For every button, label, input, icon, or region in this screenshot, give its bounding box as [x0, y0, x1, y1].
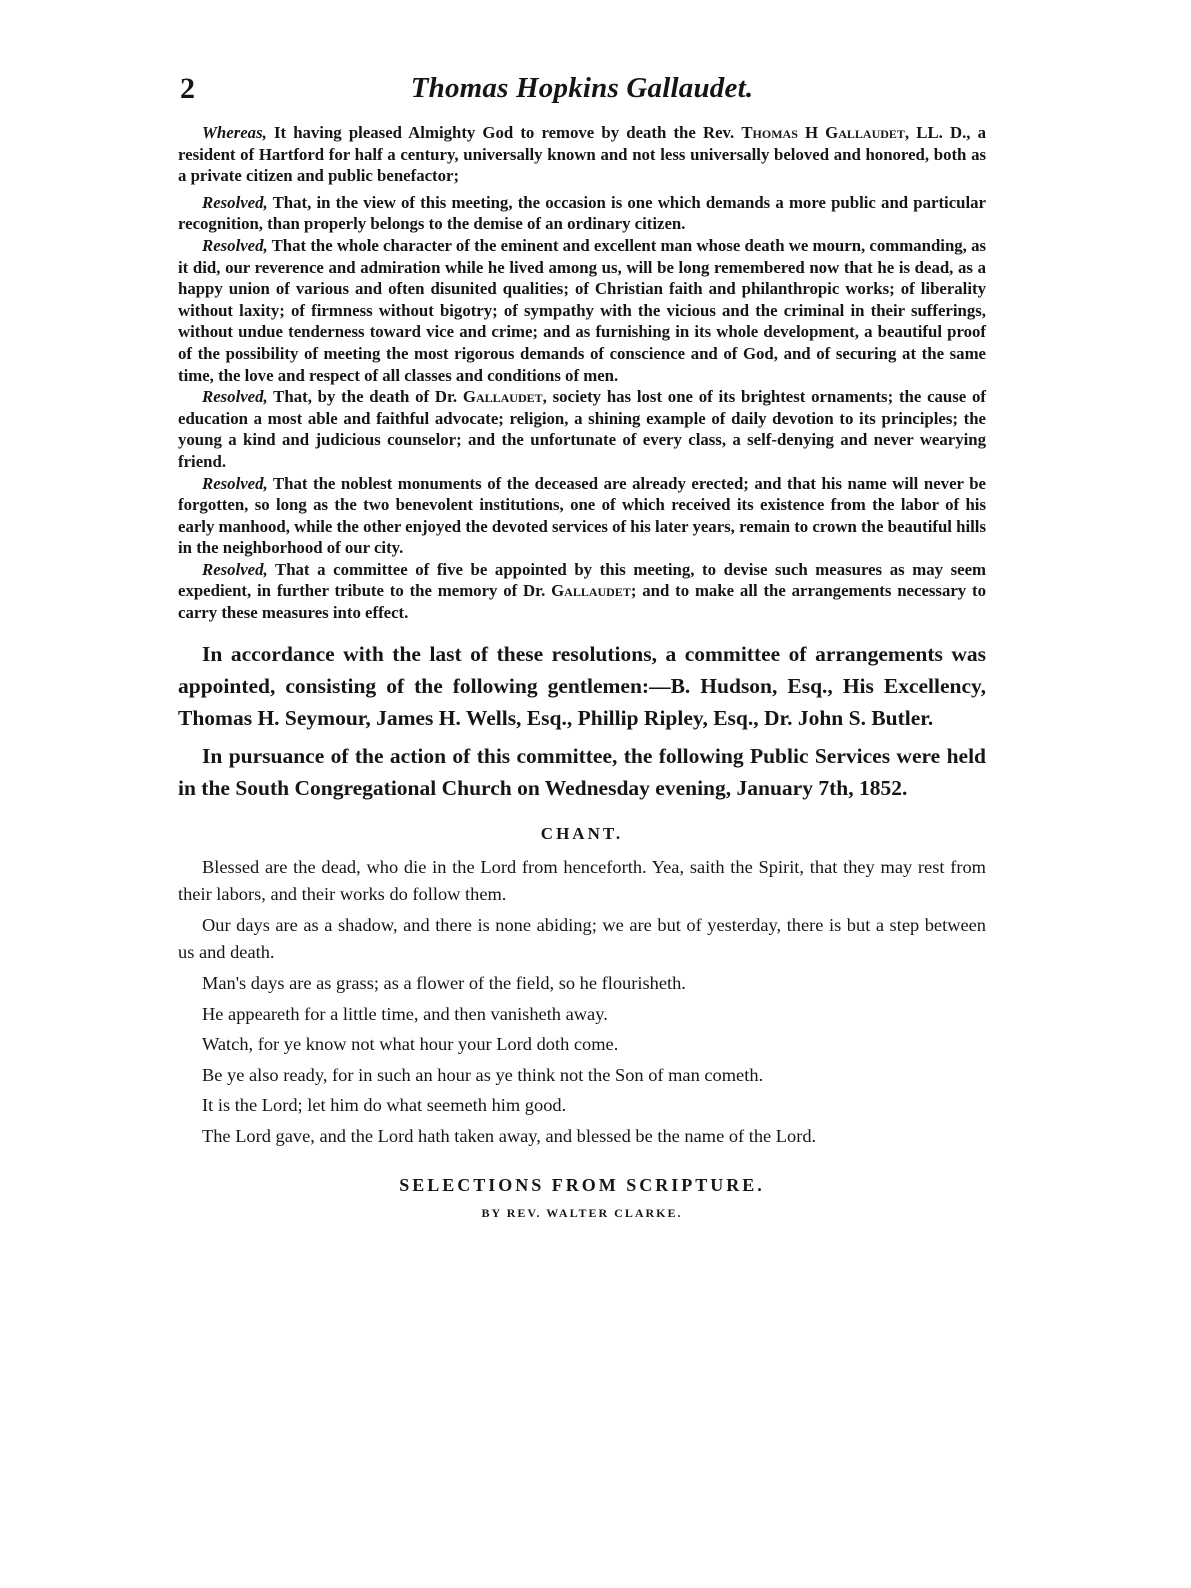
chant-verse: Blessed are the dead, who die in the Lord from henceforth. Yea, saith the Spirit, that they may rest from their labors, and their works do follow them. [178, 856, 986, 905]
page-header [178, 70, 986, 122]
running-title: Thomas Hopkins Gallaudet. [410, 72, 754, 104]
resolution-text: , LL. D., a resident of Hartford for half a century, universally known and not less universally beloved and honored, both as a private citizen and public benefactor; [178, 123, 986, 186]
resolution-text: That the whole character of the eminent and excellent man whose death we mourn, commanding, as it did, our reverence and admiration while he lived among us, will be long remembered now that he is dead, as a happy union of various and often disunited qualities; of Christian faith and philanthropic works; of liberality without laxity; of firmness without bigotry; of sympathy with the vicious and the criminal in their sufferings, without undue tenderness toward vice and crime; and as furnishing in its whole development, a beautiful proof of the possibility of meeting the most rigorous demands of conscience and of God, and of securing at the same time, the love and respect of all classes and conditions of men. [178, 235, 986, 385]
resolution-text: It having pleased Almighty God to remove by death the Rev. [266, 123, 742, 142]
chant-verse: Be ye also ready, for in such an hour as ye think not the Son of man cometh. [202, 1064, 764, 1085]
resolution-lead: Resolved, [202, 473, 268, 493]
resolution-text: ; and to make all the arrangements necessary to carry these measures into effect. [178, 581, 987, 623]
resolution-paragraph [178, 559, 986, 624]
resolution-text: That, by the death of Dr. [267, 387, 463, 407]
resolution-paragraph [178, 386, 986, 472]
chant-verse: Watch, for ye know not what hour your Lord doth come. [202, 1034, 619, 1055]
resolution-paragraph [178, 192, 986, 235]
resolution-name: Gallaudet [551, 581, 631, 601]
narrative-paragraph: In accordance with the last of these resolutions, a committee of arrangements was appointed, consisting of the following gentlemen:—B. Hudson, Esq., His Excellency, Thomas H. Seymour, James H. Wells, Esq., Phillip Ripley, Esq., Dr. John S. Butler. [178, 641, 986, 730]
book-page [178, 70, 986, 1221]
chant-verse: It is the Lord; let him do what seemeth him good. [202, 1095, 567, 1116]
chant-verse: The Lord gave, and the Lord hath taken away, and blessed be the name of the Lord. [202, 1126, 817, 1146]
resolution-paragraph [178, 473, 986, 559]
resolution-lead: Resolved, [202, 559, 268, 579]
scripture-byline: BY REV. WALTER CLARKE. [481, 1205, 683, 1220]
chant-verse: Man's days are as grass; as a flower of the field, so he flourisheth. [202, 973, 686, 994]
resolutions-block [178, 122, 986, 624]
chant-heading: CHANT. [540, 823, 624, 843]
resolution-lead: Whereas, [202, 123, 267, 142]
resolution-lead: Resolved, [202, 387, 268, 407]
page-number: 2 [180, 72, 195, 105]
resolution-name: Gallaudet [462, 387, 543, 407]
resolution-paragraph [178, 122, 986, 187]
resolution-name: Thomas H Gallaudet [741, 123, 905, 142]
resolution-text: , society has lost one of its brightest ornaments; the cause of education a most able and faithful advocate; religion, a shining example of daily devotion to its principles; the young a kind and judicious counselor; and the unfortunate of every class, a self-denying and never wearying friend. [178, 387, 986, 471]
scripture-heading: SELECTIONS FROM SCRIPTURE. [399, 1174, 765, 1195]
resolution-text: That the noblest monuments of the deceased are already erected; and that his name will never be forgotten, so long as the two benevolent institutions, one of which received its existence from the labor of his early manhood, while the other enjoyed the devoted services of his later years, remain to crown the beautiful hills in the neighborhood of our city. [178, 473, 986, 558]
chant-verse: Our days are as a shadow, and there is none abiding; we are but of yesterday, there is but a step between us and death. [178, 914, 986, 963]
resolution-text: That a committee of five be appointed by this meeting, to devise such measures as may seem expedient, in further tribute to the memory of Dr. [178, 559, 986, 601]
chant-verse: He appeareth for a little time, and then vanisheth away. [202, 1003, 608, 1024]
resolution-text: That, in the view of this meeting, the occasion is one which demands a more public and particular recognition, than properly belongs to the demise of an ordinary citizen. [178, 192, 986, 234]
resolution-lead: Resolved, [202, 192, 268, 212]
narrative-paragraph: In pursuance of the action of this committee, the following Public Services were held in the South Congregational Church on Wednesday evening, January 7th, 1852. [178, 743, 986, 800]
chant-block [178, 854, 986, 1151]
resolution-paragraph [178, 235, 986, 386]
resolution-lead: Resolved, [202, 235, 268, 255]
narrative-block [178, 638, 986, 804]
